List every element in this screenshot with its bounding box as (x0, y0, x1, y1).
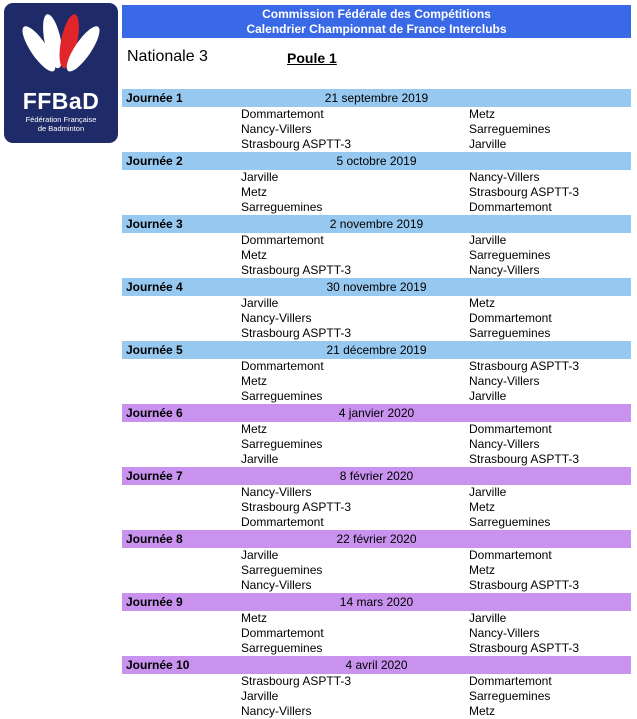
journee-label: Journée 9 (126, 595, 183, 609)
home-team: Nancy-Villers (241, 122, 312, 136)
away-team: Sarreguemines (469, 515, 551, 529)
journee-date: 4 janvier 2020 (338, 406, 415, 420)
home-team: Sarreguemines (241, 641, 323, 655)
journee-header-band (122, 467, 631, 485)
journee-block (122, 467, 631, 530)
journee-date: 2 novembre 2019 (329, 217, 424, 231)
journee-header-band (122, 152, 631, 170)
away-team: Metz (469, 704, 496, 718)
journee-date: 5 octobre 2019 (336, 154, 417, 168)
journee-block (122, 530, 631, 593)
home-team: Sarreguemines (241, 389, 323, 403)
match-row (122, 626, 631, 641)
away-team: Dommartemont (469, 200, 552, 214)
journee-date: 22 février 2020 (336, 532, 417, 546)
journee-block (122, 593, 631, 656)
journee-block (122, 656, 631, 719)
journee-header-band (122, 89, 631, 107)
match-row (122, 515, 631, 530)
away-team: Strasbourg ASPTT-3 (469, 578, 580, 592)
away-team: Jarville (469, 137, 507, 151)
calendar (122, 89, 631, 719)
match-row (122, 689, 631, 704)
away-team: Nancy-Villers (469, 626, 540, 640)
home-team: Sarreguemines (241, 563, 323, 577)
away-team: Metz (469, 107, 496, 121)
match-row (122, 389, 631, 404)
match-row (122, 200, 631, 215)
journee-header-band (122, 530, 631, 548)
title-banner (122, 5, 631, 38)
journee-block (122, 341, 631, 404)
match-row (122, 311, 631, 326)
home-team: Dommartemont (241, 233, 324, 247)
away-team: Jarville (469, 389, 507, 403)
journee-date: 14 mars 2020 (339, 595, 414, 609)
away-team: Metz (469, 563, 496, 577)
match-row (122, 611, 631, 626)
journee-date: 8 février 2020 (339, 469, 414, 483)
home-team: Jarville (241, 689, 279, 703)
journee-label: Journée 3 (126, 217, 183, 231)
away-team: Dommartemont (469, 311, 552, 325)
match-row (122, 485, 631, 500)
match-row (122, 641, 631, 656)
match-row (122, 452, 631, 467)
journee-label: Journée 6 (126, 406, 183, 420)
journee-label: Journée 2 (126, 154, 183, 168)
away-team: Metz (469, 500, 496, 514)
home-team: Metz (241, 248, 268, 262)
match-row (122, 359, 631, 374)
division-label: Nationale 3 (127, 48, 208, 65)
away-team: Dommartemont (469, 548, 552, 562)
away-team: Sarreguemines (469, 326, 551, 340)
home-team: Metz (241, 374, 268, 388)
match-row (122, 704, 631, 719)
banner-line1: Commission Fédérale des Compétitions (262, 6, 491, 21)
journee-header-band (122, 593, 631, 611)
home-team: Metz (241, 185, 268, 199)
journee-header-band (122, 341, 631, 359)
home-team: Strasbourg ASPTT-3 (241, 674, 352, 688)
away-team: Strasbourg ASPTT-3 (469, 641, 580, 655)
journee-block (122, 404, 631, 467)
away-team: Nancy-Villers (469, 437, 540, 451)
away-team: Nancy-Villers (469, 374, 540, 388)
home-team: Nancy-Villers (241, 485, 312, 499)
match-row (122, 563, 631, 578)
away-team: Dommartemont (469, 422, 552, 436)
home-team: Strasbourg ASPTT-3 (241, 326, 352, 340)
match-row (122, 296, 631, 311)
poule-label: Poule 1 (287, 50, 337, 66)
home-team: Sarreguemines (241, 437, 323, 451)
home-team: Dommartemont (241, 359, 324, 373)
banner-line2: Calendrier Championnat de France Interclubs (246, 21, 507, 36)
home-team: Strasbourg ASPTT-3 (241, 500, 352, 514)
journee-label: Journée 1 (126, 91, 183, 105)
journee-block (122, 215, 631, 278)
home-team: Metz (241, 422, 268, 436)
logo-subtitle (26, 115, 97, 133)
away-team: Sarreguemines (469, 248, 551, 262)
journee-header-band (122, 278, 631, 296)
home-team: Dommartemont (241, 107, 324, 121)
away-team: Strasbourg ASPTT-3 (469, 185, 580, 199)
home-team: Jarville (241, 548, 279, 562)
shuttlecock-icon (18, 11, 104, 87)
match-row (122, 170, 631, 185)
journee-block (122, 152, 631, 215)
away-team: Strasbourg ASPTT-3 (469, 359, 580, 373)
match-row (122, 233, 631, 248)
home-team: Jarville (241, 170, 279, 184)
match-row (122, 185, 631, 200)
journee-header-band (122, 215, 631, 233)
logo-subtitle-line1: Fédération Française (25, 115, 97, 124)
home-team: Nancy-Villers (241, 578, 312, 592)
journee-date: 21 décembre 2019 (326, 343, 427, 357)
match-row (122, 437, 631, 452)
match-row (122, 578, 631, 593)
journee-header-band (122, 656, 631, 674)
journee-date: 21 septembre 2019 (324, 91, 429, 105)
away-team: Jarville (469, 485, 507, 499)
journee-label: Journée 4 (126, 280, 183, 294)
journee-block (122, 278, 631, 341)
match-row (122, 548, 631, 563)
journee-date: 30 novembre 2019 (326, 280, 427, 294)
journee-date: 4 avril 2020 (345, 658, 408, 672)
match-row (122, 107, 631, 122)
home-team: Nancy-Villers (241, 311, 312, 325)
journee-label: Journée 7 (126, 469, 183, 483)
match-row (122, 326, 631, 341)
away-team: Metz (469, 296, 496, 310)
home-team: Dommartemont (241, 515, 324, 529)
away-team: Nancy-Villers (469, 170, 540, 184)
ffbad-logo (4, 3, 118, 143)
home-team: Jarville (241, 452, 279, 466)
home-team: Sarreguemines (241, 200, 323, 214)
journee-label: Journée 10 (126, 658, 190, 672)
home-team: Strasbourg ASPTT-3 (241, 263, 352, 277)
match-row (122, 263, 631, 278)
away-team: Strasbourg ASPTT-3 (469, 452, 580, 466)
journee-header-band (122, 404, 631, 422)
away-team: Dommartemont (469, 674, 552, 688)
match-row (122, 500, 631, 515)
logo-subtitle-line2: de Badminton (37, 124, 85, 133)
journee-label: Journée 5 (126, 343, 183, 357)
away-team: Jarville (469, 611, 507, 625)
journee-label: Journée 8 (126, 532, 183, 546)
match-row (122, 137, 631, 152)
home-team: Metz (241, 611, 268, 625)
home-team: Dommartemont (241, 626, 324, 640)
away-team: Nancy-Villers (469, 263, 540, 277)
match-row (122, 122, 631, 137)
journee-block (122, 89, 631, 152)
logo-acronym: FFBaD (22, 88, 100, 114)
away-team: Sarreguemines (469, 122, 551, 136)
home-team: Nancy-Villers (241, 704, 312, 718)
away-team: Sarreguemines (469, 689, 551, 703)
match-row (122, 248, 631, 263)
away-team: Jarville (469, 233, 507, 247)
home-team: Jarville (241, 296, 279, 310)
match-row (122, 374, 631, 389)
match-row (122, 422, 631, 437)
home-team: Strasbourg ASPTT-3 (241, 137, 352, 151)
match-row (122, 674, 631, 689)
